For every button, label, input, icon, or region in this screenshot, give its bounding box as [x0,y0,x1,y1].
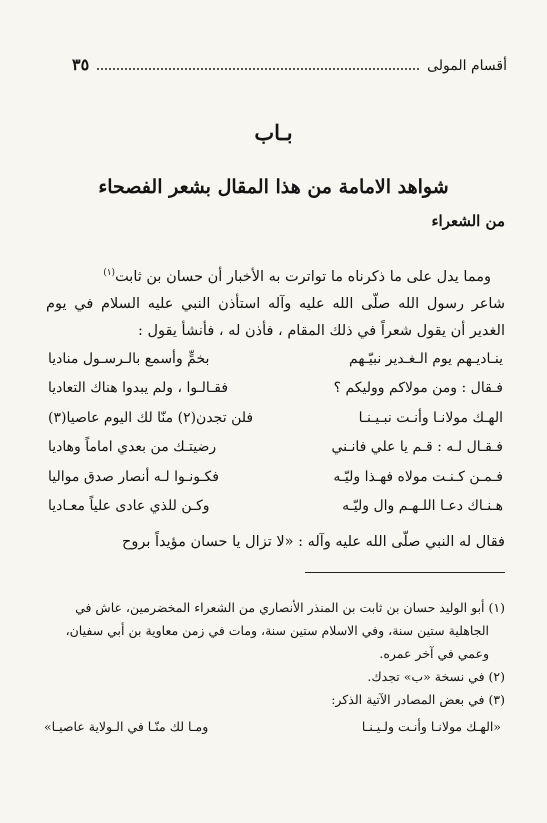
footnote-3-verse [44,715,505,738]
poem-verse [48,492,503,522]
verse-first-hemistich: فـقـال لـه : قـم يا علي فانـني [331,439,503,456]
verse-second-hemistich: وكـن للذي عادى علياً معـاديا [48,498,210,515]
footnote-ref: (١) [103,268,116,278]
verse-first-hemistich: ينـاديـهم يوم الـغـدير نبيّـهم [349,350,503,367]
verse-second-hemistich: فكـونـوا لـه أنصار صدق مواليا [48,468,219,485]
intro-text: ومما يدل على ما ذكرناه ما تواترت به الأخبار أن حسان بن ثابت [115,268,491,285]
closing-line: فقال له النبي صلّى الله عليه وآله : «لا تزال يا حسان مؤيداً بروح [121,534,505,550]
footnote-1: (١) أبو الوليد حسان بن ثابت بن المنذر الأنصاري من الشعراء المخضرمين، عاش في [75,600,505,615]
verse-second-hemistich: بخمٍّ وأسمع بالـرسـول مناديا [48,350,210,367]
verse-second-hemistich: فلن تجدن(٢) منّا لك اليوم عاصيا(٣) [48,409,254,426]
section-title: شواهد الامامة من هذا المقال بشعر الفصحاء [98,176,449,198]
running-header [72,55,507,79]
page-number: ٣٥ [72,55,90,74]
running-title: أقسام المولى [427,58,507,74]
verse-second-hemistich: فقـالـوا ، ولم يبدوا هناك التعاديا [48,380,229,397]
chapter-title: بـاب [254,120,293,145]
poem-verse [48,433,503,463]
verse-first-hemistich: فـمـن كـنـت مولاه فهـذا وليّـه [333,468,503,485]
verse-first-hemistich: الهـك مولانـا وأنـت نبـيـنـا [358,409,503,426]
poem [48,344,503,521]
poem-verse [48,344,503,374]
footnote-3: (٣) في بعض المصادر الآتية الذكر: [331,692,505,707]
verse-first-hemistich: فـقال : ومن مولاكم ووليكم ؟ [333,380,503,397]
footnote-1-cont: الجاهلية ستين سنة، وفي الاسلام ستين سنة، ومات في زمن معاوية بن أبي سفيان، [65,623,489,638]
poem-verse [48,374,503,404]
poem-verse [48,403,503,433]
intro-text-cont: شاعر رسول الله صلّى الله عليه وآله استأذن النبي عليه السلام في يوم الغدير أن يقول شعراً في ذلك المقام ، فأذن له ، فأنشأ يقول : [46,295,505,339]
verse-first-hemistich: هـنـاك دعـا اللـهـم وال وليّـه [342,498,503,515]
footnote-1-cont: وعمي في آخر عمره. [379,646,489,661]
dotted-leader [97,58,419,70]
footnotes [44,596,505,738]
intro-paragraph [46,260,505,345]
footnote-verse-first: «الهـك مولانـا وأنـت ولـيـنـا [361,719,501,734]
footnote-verse-second: ومـا لك منّـا في الـولاية عاصيـا» [44,719,209,734]
poem-verse [48,462,503,492]
footnote-2: (٢) في نسخة «ب» تجدك. [367,669,505,684]
verse-second-hemistich: رضيتـك من بعدي اماماً وهاديا [48,439,217,456]
section-subtitle: من الشعراء [431,212,505,230]
footnote-divider [305,572,505,573]
intro-line [46,260,505,291]
